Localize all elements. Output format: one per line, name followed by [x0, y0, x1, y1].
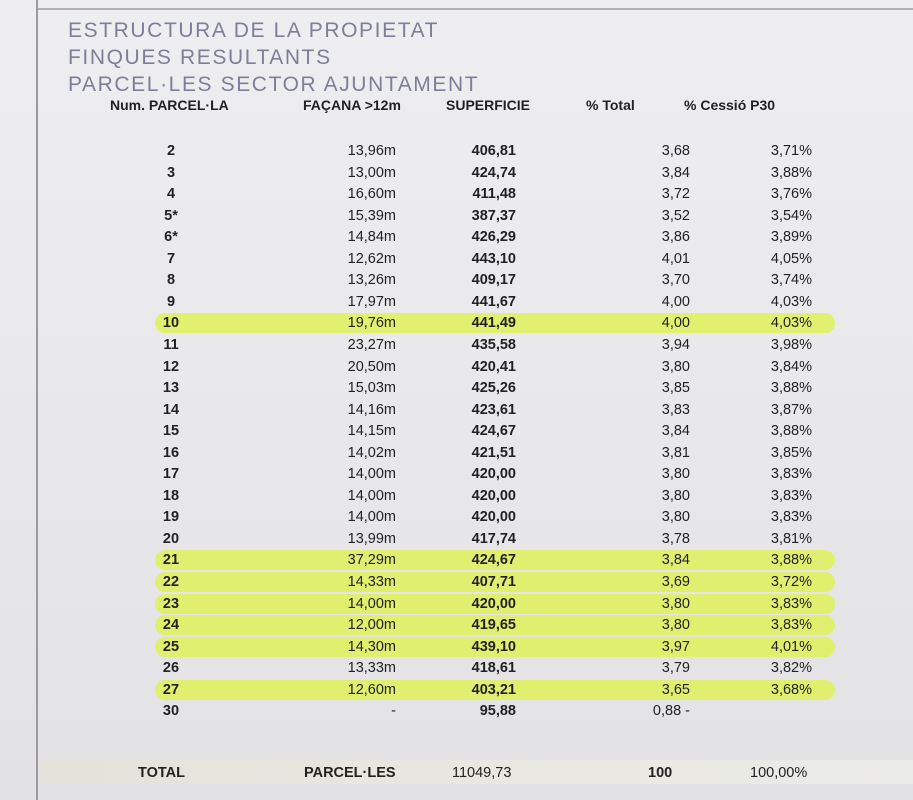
cell-superficie: 420,00 [471, 509, 516, 526]
cell-percent-total: 3,68 [661, 143, 690, 159]
cell-num-parcela: 11 [163, 336, 179, 353]
cell-superficie: 420,00 [471, 487, 516, 504]
cell-num-parcela: 8 [166, 272, 176, 289]
cell-facana: 23,27m [347, 336, 396, 353]
cell-percent-total: 3,80 [661, 595, 690, 612]
cell-percent-total: 0,88 - [652, 703, 690, 720]
cell-superficie: 441,49 [471, 315, 516, 332]
cell-superficie: 420,41 [471, 358, 516, 375]
cell-percent-cessio: 3,88% [770, 423, 812, 440]
cell-facana: 14,00m [347, 466, 396, 483]
cell-superficie: 419,65 [471, 617, 516, 634]
table-row [0, 248, 913, 270]
cell-superficie: 411,48 [472, 186, 516, 203]
cell-superficie: 423,61 [471, 401, 516, 418]
cell-num-parcela: 3 [166, 164, 176, 181]
cell-percent-total: 3,80 [661, 509, 690, 526]
cell-percent-cessio: 3,71% [770, 143, 812, 159]
cell-percent-total: 3,84 [661, 164, 690, 181]
cell-num-parcela: 13 [162, 380, 180, 397]
table-row [0, 614, 913, 636]
cell-facana: 14,84m [347, 229, 396, 246]
cell-percent-total: 4,01 [661, 250, 690, 267]
cell-superficie: 418,61 [471, 660, 516, 677]
cell-superficie: 441,67 [471, 293, 516, 310]
header-superficie: SUPERFICIE [446, 97, 531, 113]
cell-percent-total: 4,00 [661, 293, 690, 310]
cell-num-parcela: 2 [166, 143, 176, 159]
cell-facana: 13,96m [347, 143, 396, 159]
table-row [0, 205, 913, 227]
table-row [0, 463, 913, 485]
table-row [0, 399, 913, 421]
cell-percent-cessio: 3,83% [770, 466, 812, 483]
cell-facana: 19,76m [347, 315, 396, 332]
cell-percent-total: 3,81 [661, 444, 690, 461]
cell-percent-cessio: 3,81% [770, 530, 812, 547]
total-percent: 100 [648, 765, 673, 781]
cell-facana: 14,30m [347, 638, 396, 655]
table-row [0, 593, 913, 615]
table-row [0, 571, 913, 593]
cell-facana: 14,15m [347, 423, 396, 440]
cell-superficie: 403,21 [471, 681, 516, 698]
table-row [0, 420, 913, 442]
cell-num-parcela: 21 [162, 552, 180, 569]
cell-percent-total: 3,97 [661, 638, 690, 655]
cell-facana: 12,00m [347, 617, 396, 634]
cell-percent-cessio: 3,54% [770, 207, 812, 224]
cell-num-parcela: 30 [162, 703, 180, 720]
cell-facana: 16,60m [347, 186, 396, 203]
cell-superficie: 409,17 [471, 272, 516, 289]
cell-facana: 14,00m [347, 487, 396, 504]
cell-percent-cessio: 3,82% [770, 660, 812, 677]
cell-num-parcela: 9 [166, 293, 176, 310]
cell-superficie: 443,10 [471, 250, 516, 267]
cell-percent-cessio: 3,83% [770, 509, 812, 526]
table-row [0, 312, 913, 334]
cell-facana: 13,00m [347, 164, 396, 181]
cell-facana: 13,26m [347, 272, 396, 289]
cell-facana: 15,03m [347, 380, 396, 397]
cell-superficie: 424,74 [471, 164, 516, 181]
cell-percent-cessio: 4,01% [770, 638, 812, 655]
cell-num-parcela: 15 [162, 423, 180, 440]
cell-facana: 37,29m [347, 552, 396, 569]
header-percent-total: % Total [586, 97, 635, 113]
cell-num-parcela: 7 [166, 250, 176, 267]
top-border-line [36, 8, 913, 10]
cell-percent-cessio: 3,68% [770, 681, 812, 698]
cell-num-parcela: 17 [162, 466, 180, 483]
cell-percent-cessio: 3,87% [770, 401, 812, 418]
cell-percent-total: 3,86 [661, 229, 690, 246]
cell-num-parcela: 27 [162, 681, 180, 698]
cell-superficie: 420,00 [471, 595, 516, 612]
table-row [0, 636, 913, 658]
title-line-2: FINQUES RESULTANTS [68, 46, 332, 69]
cell-num-parcela: 12 [162, 358, 180, 375]
cell-percent-cessio: 3,85% [770, 444, 812, 461]
cell-percent-total: 3,80 [661, 358, 690, 375]
cell-num-parcela: 14 [162, 401, 180, 418]
cell-facana: 14,33m [347, 574, 396, 590]
cell-facana: 14,00m [347, 509, 396, 526]
cell-superficie: 387,37 [471, 207, 516, 224]
cell-facana: 20,50m [347, 358, 396, 375]
cell-num-parcela: 5* [164, 207, 178, 224]
cell-superficie: 435,58 [471, 336, 516, 353]
cell-percent-cessio: 4,05% [770, 250, 812, 267]
cell-facana: 15,39m [347, 207, 396, 224]
cell-percent-total: 3,69 [661, 574, 690, 590]
cell-percent-total: 3,83 [661, 401, 690, 418]
cell-percent-cessio: 3,83% [770, 595, 812, 612]
cell-superficie: 420,00 [471, 466, 516, 483]
table-row [0, 506, 913, 528]
cell-percent-total: 3,80 [661, 466, 690, 483]
cell-num-parcela: 26 [162, 660, 180, 677]
cell-facana: 12,60m [347, 681, 396, 698]
cell-num-parcela: 6* [164, 229, 178, 246]
table-row [0, 140, 913, 162]
cell-percent-total: 3,70 [661, 272, 690, 289]
cell-num-parcela: 10 [162, 315, 180, 332]
cell-facana: 14,00m [347, 595, 396, 612]
cell-facana: 13,99m [347, 530, 396, 547]
table-row [0, 549, 913, 571]
cell-percent-cessio: 3,83% [770, 617, 812, 634]
cell-percent-cessio: 3,88% [770, 552, 812, 569]
table-row [0, 377, 913, 399]
cell-percent-total: 3,85 [661, 380, 690, 397]
table-row [0, 442, 913, 464]
cell-percent-total: 3,78 [661, 530, 690, 547]
cell-facana: 12,62m [347, 250, 396, 267]
cell-percent-cessio: 3,88% [770, 380, 812, 397]
cell-superficie: 406,81 [471, 143, 516, 159]
cell-facana: 17,97m [347, 293, 396, 310]
table-row [0, 700, 913, 722]
cell-percent-total: 3,80 [661, 487, 690, 504]
table-row [0, 485, 913, 507]
cell-percent-total: 3,52 [661, 207, 690, 224]
cell-superficie: 424,67 [471, 423, 516, 440]
cell-superficie: 439,10 [471, 638, 516, 655]
title-line-1: ESTRUCTURA DE LA PROPIETAT [68, 19, 440, 42]
cell-num-parcela: 4 [166, 186, 176, 203]
total-cessio: 100,00% [750, 765, 808, 781]
cell-percent-total: 3,80 [661, 617, 690, 634]
cell-superficie: 95,88 [479, 703, 516, 720]
cell-num-parcela: 24 [162, 617, 180, 634]
total-parceles-label: PARCEL·LES [304, 765, 396, 781]
cell-percent-cessio: 3,74% [770, 272, 812, 289]
cell-percent-total: 3,84 [661, 423, 690, 440]
total-label: TOTAL [138, 765, 185, 781]
cell-percent-cessio: 3,72% [770, 574, 812, 590]
cell-percent-cessio: 3,98% [770, 336, 812, 353]
cell-percent-total: 3,79 [661, 660, 690, 677]
table-row [0, 356, 913, 378]
cell-percent-cessio: 4,03% [770, 293, 812, 310]
cell-num-parcela: 16 [162, 444, 180, 461]
table-row [0, 679, 913, 701]
total-superficie: 11049,73 [452, 765, 512, 781]
cell-percent-cessio: 3,76% [770, 186, 812, 203]
cell-num-parcela: 22 [162, 574, 180, 590]
cell-superficie: 407,71 [471, 574, 516, 590]
table-row [0, 183, 913, 205]
cell-num-parcela: 19 [162, 509, 180, 526]
table-row [0, 657, 913, 679]
cell-facana: 14,02m [347, 444, 396, 461]
table-row [0, 528, 913, 550]
title-block [68, 17, 479, 98]
cell-facana: - [391, 703, 396, 720]
cell-percent-total: 4,00 [661, 315, 690, 332]
cell-num-parcela: 18 [162, 487, 180, 504]
header-num-parcela: Num. PARCEL·LA [110, 97, 229, 113]
header-facana: FAÇANA >12m [303, 97, 401, 113]
title-line-3: PARCEL·LES SECTOR AJUNTAMENT [68, 73, 480, 96]
table-row [0, 226, 913, 248]
table-row [0, 291, 913, 313]
cell-percent-cessio: 3,83% [770, 487, 812, 504]
cell-percent-total: 3,94 [661, 336, 690, 353]
cell-facana: 13,33m [347, 660, 396, 677]
cell-superficie: 425,26 [471, 380, 516, 397]
cell-percent-cessio: 4,03% [770, 315, 812, 332]
cell-percent-cessio: 3,84% [770, 358, 812, 375]
cell-percent-cessio: 3,89% [770, 229, 812, 246]
header-percent-cessio: % Cessió P30 [684, 97, 776, 113]
cell-superficie: 426,29 [471, 229, 516, 246]
cell-num-parcela: 25 [162, 638, 180, 655]
cell-superficie: 421,51 [471, 444, 516, 461]
cell-percent-cessio: 3,88% [770, 164, 812, 181]
cell-num-parcela: 23 [162, 595, 180, 612]
cell-percent-total: 3,65 [661, 681, 690, 698]
table-row [0, 269, 913, 291]
table-row [0, 334, 913, 356]
cell-percent-total: 3,72 [661, 186, 690, 203]
cell-superficie: 417,74 [471, 530, 516, 547]
cell-superficie: 424,67 [471, 552, 516, 569]
cell-percent-total: 3,84 [661, 552, 690, 569]
table-row [0, 162, 913, 184]
cell-facana: 14,16m [347, 401, 396, 418]
cell-num-parcela: 20 [162, 530, 180, 547]
